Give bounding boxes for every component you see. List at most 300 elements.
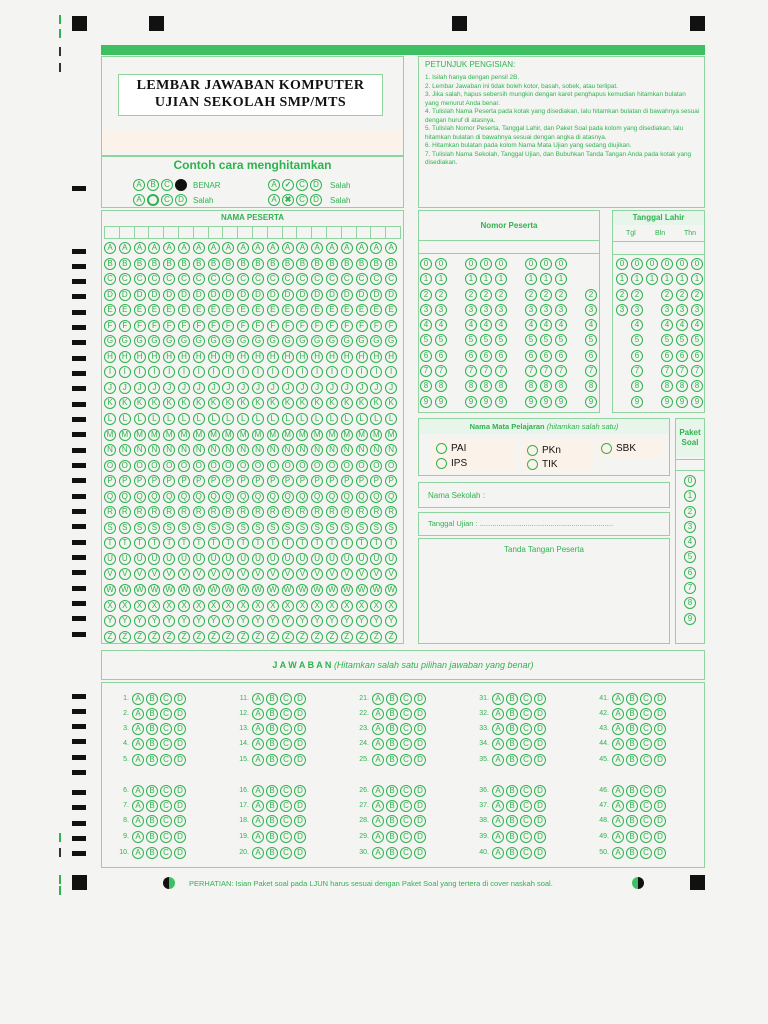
nomor-bubble[interactable]: 7 xyxy=(465,365,477,377)
name-bubble[interactable]: X xyxy=(252,600,264,612)
name-bubble[interactable]: I xyxy=(311,366,323,378)
name-bubble[interactable]: X xyxy=(237,600,249,612)
name-bubble[interactable]: G xyxy=(178,335,190,347)
name-bubble[interactable]: K xyxy=(282,397,294,409)
name-bubble[interactable]: L xyxy=(193,413,205,425)
name-bubble[interactable]: Y xyxy=(178,615,190,627)
name-bubble[interactable]: H xyxy=(252,351,264,363)
name-bubble[interactable]: W xyxy=(119,584,131,596)
name-bubble[interactable]: D xyxy=(134,289,146,301)
name-bubble[interactable]: V xyxy=(104,568,116,580)
name-bubble[interactable]: Y xyxy=(267,615,279,627)
answer-bubble[interactable]: C xyxy=(520,831,532,843)
subject-option-pai[interactable] xyxy=(436,443,466,454)
name-bubble[interactable]: J xyxy=(267,382,279,394)
name-bubble[interactable]: Y xyxy=(252,615,264,627)
nomor-bubble[interactable]: 8 xyxy=(495,380,507,392)
tanggal-bubble[interactable]: 3 xyxy=(631,304,643,316)
name-bubble[interactable]: Q xyxy=(237,491,249,503)
name-bubble[interactable]: R xyxy=(119,506,131,518)
name-bubble[interactable]: V xyxy=(356,568,368,580)
answer-bubble[interactable]: B xyxy=(146,754,158,766)
name-bubble[interactable]: C xyxy=(148,273,160,285)
name-bubble[interactable]: G xyxy=(193,335,205,347)
name-bubble[interactable]: F xyxy=(341,320,353,332)
answer-bubble[interactable]: C xyxy=(160,815,172,827)
name-bubble[interactable]: Y xyxy=(163,615,175,627)
answer-bubble[interactable]: D xyxy=(414,738,426,750)
name-bubble[interactable]: P xyxy=(267,475,279,487)
name-bubble[interactable]: Z xyxy=(385,631,397,643)
name-bubble[interactable]: H xyxy=(311,351,323,363)
name-bubble[interactable]: A xyxy=(119,242,131,254)
name-bubble[interactable]: F xyxy=(385,320,397,332)
name-bubble[interactable]: A xyxy=(148,242,160,254)
tanggal-bubble[interactable]: 0 xyxy=(616,258,628,270)
name-bubble[interactable]: S xyxy=(282,522,294,534)
answer-bubble[interactable]: A xyxy=(132,738,144,750)
nomor-bubble[interactable]: 3 xyxy=(465,304,477,316)
nomor-bubble[interactable]: 4 xyxy=(480,319,492,331)
name-bubble[interactable]: O xyxy=(311,460,323,472)
name-bubble[interactable]: F xyxy=(296,320,308,332)
answer-bubble[interactable]: B xyxy=(506,800,518,812)
name-bubble[interactable]: A xyxy=(237,242,249,254)
name-bubble[interactable]: D xyxy=(326,289,338,301)
answer-bubble[interactable]: C xyxy=(400,723,412,735)
name-bubble[interactable]: Y xyxy=(356,615,368,627)
name-bubble[interactable]: T xyxy=(356,537,368,549)
name-bubble[interactable]: U xyxy=(104,553,116,565)
name-bubble[interactable]: L xyxy=(282,413,294,425)
answer-bubble[interactable]: A xyxy=(492,800,504,812)
answer-bubble[interactable]: C xyxy=(280,723,292,735)
name-bubble[interactable]: L xyxy=(326,413,338,425)
answer-bubble[interactable]: A xyxy=(372,693,384,705)
name-bubble[interactable]: D xyxy=(252,289,264,301)
answer-bubble[interactable]: D xyxy=(294,785,306,797)
nomor-bubble[interactable]: 6 xyxy=(480,350,492,362)
nomor-bubble[interactable]: 7 xyxy=(555,365,567,377)
nomor-bubble[interactable]: 8 xyxy=(525,380,537,392)
nomor-bubble[interactable]: 4 xyxy=(540,319,552,331)
nomor-bubble[interactable]: 3 xyxy=(495,304,507,316)
name-bubble[interactable]: V xyxy=(267,568,279,580)
answer-bubble[interactable]: A xyxy=(492,831,504,843)
name-bubble[interactable]: O xyxy=(163,460,175,472)
name-bubble[interactable]: V xyxy=(163,568,175,580)
name-bubble[interactable]: K xyxy=(296,397,308,409)
name-bubble[interactable]: A xyxy=(193,242,205,254)
name-bubble[interactable]: Q xyxy=(193,491,205,503)
name-bubble[interactable]: R xyxy=(311,506,323,518)
name-bubble[interactable]: P xyxy=(208,475,220,487)
answer-bubble[interactable]: D xyxy=(534,800,546,812)
name-bubble[interactable]: Z xyxy=(267,631,279,643)
name-bubble[interactable]: L xyxy=(296,413,308,425)
name-bubble[interactable]: A xyxy=(356,242,368,254)
name-bubble[interactable]: H xyxy=(370,351,382,363)
tanggal-bubble[interactable]: 4 xyxy=(661,319,673,331)
answer-bubble[interactable]: C xyxy=(280,847,292,859)
paket-bubble[interactable]: 7 xyxy=(684,582,696,594)
name-bubble[interactable]: C xyxy=(134,273,146,285)
nomor-bubble[interactable]: 3 xyxy=(480,304,492,316)
name-bubble[interactable]: J xyxy=(341,382,353,394)
name-bubble[interactable]: G xyxy=(370,335,382,347)
subject-bubble[interactable] xyxy=(436,458,447,469)
name-bubble[interactable]: U xyxy=(119,553,131,565)
name-bubble[interactable]: S xyxy=(222,522,234,534)
name-bubble[interactable]: X xyxy=(356,600,368,612)
tanggal-bubble[interactable]: 1 xyxy=(616,273,628,285)
name-bubble[interactable]: I xyxy=(148,366,160,378)
name-bubble[interactable]: X xyxy=(178,600,190,612)
name-bubble[interactable]: R xyxy=(178,506,190,518)
name-bubble[interactable]: Z xyxy=(341,631,353,643)
name-bubble[interactable]: Q xyxy=(282,491,294,503)
name-bubble[interactable]: M xyxy=(311,429,323,441)
name-bubble[interactable]: B xyxy=(237,258,249,270)
name-bubble[interactable]: Y xyxy=(222,615,234,627)
name-bubble[interactable]: X xyxy=(385,600,397,612)
name-bubble[interactable]: T xyxy=(222,537,234,549)
name-bubble[interactable]: C xyxy=(178,273,190,285)
answer-bubble[interactable]: B xyxy=(626,754,638,766)
name-bubble[interactable]: E xyxy=(326,304,338,316)
name-bubble[interactable]: J xyxy=(134,382,146,394)
answer-bubble[interactable]: A xyxy=(252,738,264,750)
name-bubble[interactable]: B xyxy=(267,258,279,270)
name-bubble[interactable]: M xyxy=(104,429,116,441)
name-bubble[interactable]: I xyxy=(385,366,397,378)
name-bubble[interactable]: J xyxy=(326,382,338,394)
answer-bubble[interactable]: C xyxy=(640,847,652,859)
name-bubble[interactable]: G xyxy=(385,335,397,347)
answer-bubble[interactable]: D xyxy=(174,708,186,720)
name-bubble[interactable]: G xyxy=(208,335,220,347)
answer-bubble[interactable]: C xyxy=(640,693,652,705)
name-bubble[interactable]: U xyxy=(193,553,205,565)
name-bubble[interactable]: Z xyxy=(104,631,116,643)
name-bubble[interactable]: O xyxy=(341,460,353,472)
name-bubble[interactable]: O xyxy=(134,460,146,472)
nomor-bubble[interactable]: 1 xyxy=(465,273,477,285)
answer-bubble[interactable]: C xyxy=(400,754,412,766)
name-bubble[interactable]: I xyxy=(104,366,116,378)
answer-bubble[interactable]: B xyxy=(266,815,278,827)
tanggal-bubble[interactable]: 7 xyxy=(691,365,703,377)
name-bubble[interactable]: Y xyxy=(370,615,382,627)
answer-bubble[interactable]: C xyxy=(280,738,292,750)
answer-bubble[interactable]: B xyxy=(386,754,398,766)
nomor-bubble[interactable]: 5 xyxy=(480,334,492,346)
answer-bubble[interactable]: C xyxy=(280,693,292,705)
name-bubble[interactable]: O xyxy=(237,460,249,472)
name-bubble[interactable]: M xyxy=(222,429,234,441)
name-bubble[interactable]: N xyxy=(237,444,249,456)
name-bubble[interactable]: P xyxy=(148,475,160,487)
name-bubble[interactable]: L xyxy=(134,413,146,425)
name-bubble[interactable]: O xyxy=(356,460,368,472)
answer-bubble[interactable]: A xyxy=(372,815,384,827)
name-bubble[interactable]: H xyxy=(208,351,220,363)
answer-bubble[interactable]: D xyxy=(534,847,546,859)
name-bubble[interactable]: Y xyxy=(119,615,131,627)
name-bubble[interactable]: J xyxy=(119,382,131,394)
name-bubble[interactable]: Y xyxy=(237,615,249,627)
name-bubble[interactable]: E xyxy=(222,304,234,316)
name-bubble[interactable]: B xyxy=(178,258,190,270)
name-bubble[interactable]: N xyxy=(178,444,190,456)
name-bubble[interactable]: H xyxy=(326,351,338,363)
answer-bubble[interactable]: B xyxy=(146,800,158,812)
name-bubble[interactable]: D xyxy=(341,289,353,301)
nomor-bubble[interactable]: 2 xyxy=(495,289,507,301)
name-bubble[interactable]: D xyxy=(370,289,382,301)
nomor-bubble[interactable]: 4 xyxy=(420,319,432,331)
answer-bubble[interactable]: C xyxy=(640,785,652,797)
answer-bubble[interactable]: A xyxy=(132,785,144,797)
name-bubble[interactable]: Q xyxy=(370,491,382,503)
name-bubble[interactable]: O xyxy=(193,460,205,472)
nomor-bubble[interactable]: 6 xyxy=(540,350,552,362)
answer-bubble[interactable]: B xyxy=(386,815,398,827)
name-bubble[interactable]: N xyxy=(134,444,146,456)
name-bubble[interactable]: W xyxy=(193,584,205,596)
name-bubble[interactable]: M xyxy=(237,429,249,441)
name-bubble[interactable]: H xyxy=(148,351,160,363)
nomor-bubble[interactable]: 9 xyxy=(420,396,432,408)
name-bubble[interactable]: J xyxy=(237,382,249,394)
name-bubble[interactable]: R xyxy=(134,506,146,518)
name-bubble[interactable]: K xyxy=(193,397,205,409)
name-bubble[interactable]: G xyxy=(267,335,279,347)
tanggal-bubble[interactable]: 0 xyxy=(631,258,643,270)
answer-bubble[interactable]: B xyxy=(506,738,518,750)
name-bubble[interactable]: M xyxy=(385,429,397,441)
name-bubble[interactable]: U xyxy=(237,553,249,565)
name-bubble[interactable]: V xyxy=(370,568,382,580)
name-bubble[interactable]: R xyxy=(193,506,205,518)
name-bubble[interactable]: Q xyxy=(119,491,131,503)
name-bubble[interactable]: K xyxy=(267,397,279,409)
answer-bubble[interactable]: D xyxy=(654,693,666,705)
name-bubble[interactable]: I xyxy=(267,366,279,378)
answer-bubble[interactable]: D xyxy=(294,693,306,705)
name-bubble[interactable]: L xyxy=(341,413,353,425)
answer-bubble[interactable]: A xyxy=(612,847,624,859)
name-bubble[interactable]: M xyxy=(296,429,308,441)
name-bubble[interactable]: Q xyxy=(356,491,368,503)
answer-bubble[interactable]: C xyxy=(400,785,412,797)
name-bubble[interactable]: C xyxy=(370,273,382,285)
answer-bubble[interactable]: D xyxy=(294,831,306,843)
name-bubble[interactable]: D xyxy=(267,289,279,301)
name-bubble[interactable]: I xyxy=(222,366,234,378)
name-bubble[interactable]: R xyxy=(104,506,116,518)
answer-bubble[interactable]: D xyxy=(174,693,186,705)
name-bubble[interactable]: B xyxy=(252,258,264,270)
name-bubble[interactable]: W xyxy=(104,584,116,596)
name-bubble[interactable]: J xyxy=(163,382,175,394)
name-bubble[interactable]: X xyxy=(341,600,353,612)
name-bubble[interactable]: T xyxy=(193,537,205,549)
answer-bubble[interactable]: D xyxy=(654,738,666,750)
name-bubble[interactable]: A xyxy=(341,242,353,254)
name-bubble[interactable]: M xyxy=(163,429,175,441)
name-bubble[interactable]: D xyxy=(385,289,397,301)
name-bubble[interactable]: R xyxy=(267,506,279,518)
answer-bubble[interactable]: A xyxy=(252,754,264,766)
nomor-bubble[interactable]: 4 xyxy=(585,319,597,331)
answer-bubble[interactable]: C xyxy=(400,815,412,827)
answer-bubble[interactable]: A xyxy=(492,708,504,720)
answer-bubble[interactable]: B xyxy=(626,815,638,827)
answer-bubble[interactable]: B xyxy=(266,754,278,766)
answer-bubble[interactable]: D xyxy=(414,723,426,735)
answer-bubble[interactable]: C xyxy=(160,723,172,735)
answer-bubble[interactable]: B xyxy=(266,847,278,859)
answer-bubble[interactable]: B xyxy=(626,708,638,720)
paket-bubble[interactable]: 1 xyxy=(684,490,696,502)
tanggal-bubble[interactable]: 1 xyxy=(691,273,703,285)
name-bubble[interactable]: E xyxy=(208,304,220,316)
name-bubble[interactable]: N xyxy=(341,444,353,456)
nomor-bubble[interactable]: 1 xyxy=(420,273,432,285)
name-bubble[interactable]: M xyxy=(148,429,160,441)
tanggal-bubble[interactable]: 9 xyxy=(676,396,688,408)
nomor-bubble[interactable]: 2 xyxy=(540,289,552,301)
answer-bubble[interactable]: A xyxy=(252,723,264,735)
name-bubble[interactable]: H xyxy=(163,351,175,363)
name-bubble[interactable]: G xyxy=(282,335,294,347)
tanggal-bubble[interactable]: 0 xyxy=(661,258,673,270)
answer-bubble[interactable]: A xyxy=(612,738,624,750)
name-letter-cell[interactable] xyxy=(179,227,194,239)
name-bubble[interactable]: K xyxy=(222,397,234,409)
tanggal-bubble[interactable]: 3 xyxy=(661,304,673,316)
nomor-bubble[interactable]: 8 xyxy=(420,380,432,392)
answer-bubble[interactable]: B xyxy=(506,708,518,720)
answer-bubble[interactable]: C xyxy=(520,693,532,705)
name-bubble[interactable]: F xyxy=(237,320,249,332)
nomor-bubble[interactable]: 4 xyxy=(465,319,477,331)
subject-bubble[interactable] xyxy=(601,443,612,454)
nomor-bubble[interactable]: 2 xyxy=(435,289,447,301)
name-bubble[interactable]: M xyxy=(134,429,146,441)
name-bubble[interactable]: O xyxy=(267,460,279,472)
name-bubble[interactable]: T xyxy=(326,537,338,549)
name-letter-cell[interactable] xyxy=(194,227,209,239)
name-bubble[interactable]: Q xyxy=(178,491,190,503)
answer-bubble[interactable]: B xyxy=(506,815,518,827)
name-bubble[interactable]: R xyxy=(341,506,353,518)
name-bubble[interactable]: S xyxy=(104,522,116,534)
answer-bubble[interactable]: C xyxy=(520,800,532,812)
name-bubble[interactable]: Q xyxy=(385,491,397,503)
name-bubble[interactable]: X xyxy=(222,600,234,612)
answer-bubble[interactable]: D xyxy=(654,708,666,720)
answer-bubble[interactable]: A xyxy=(492,785,504,797)
subject-option-ips[interactable] xyxy=(436,458,467,469)
answer-bubble[interactable]: B xyxy=(626,800,638,812)
answer-bubble[interactable]: D xyxy=(174,738,186,750)
nomor-bubble[interactable]: 9 xyxy=(525,396,537,408)
name-bubble[interactable]: P xyxy=(341,475,353,487)
answer-bubble[interactable]: B xyxy=(506,723,518,735)
name-bubble[interactable]: X xyxy=(148,600,160,612)
name-bubble[interactable]: C xyxy=(296,273,308,285)
answer-bubble[interactable]: B xyxy=(386,723,398,735)
name-bubble[interactable]: B xyxy=(193,258,205,270)
answer-bubble[interactable]: C xyxy=(400,693,412,705)
name-letter-cell[interactable] xyxy=(342,227,357,239)
name-bubble[interactable]: L xyxy=(370,413,382,425)
answer-bubble[interactable]: C xyxy=(160,785,172,797)
name-letter-cell[interactable] xyxy=(371,227,386,239)
name-bubble[interactable]: B xyxy=(282,258,294,270)
name-bubble[interactable]: X xyxy=(267,600,279,612)
name-bubble[interactable]: K xyxy=(341,397,353,409)
name-bubble[interactable]: K xyxy=(252,397,264,409)
name-bubble[interactable]: V xyxy=(208,568,220,580)
name-bubble[interactable]: D xyxy=(208,289,220,301)
name-bubble[interactable]: U xyxy=(134,553,146,565)
name-bubble[interactable]: V xyxy=(296,568,308,580)
answer-bubble[interactable]: A xyxy=(492,693,504,705)
name-bubble[interactable]: R xyxy=(252,506,264,518)
name-bubble[interactable]: L xyxy=(208,413,220,425)
paket-bubble[interactable]: 6 xyxy=(684,567,696,579)
name-letter-cell[interactable] xyxy=(238,227,253,239)
nomor-bubble[interactable]: 7 xyxy=(435,365,447,377)
name-bubble[interactable]: S xyxy=(356,522,368,534)
name-bubble[interactable]: E xyxy=(119,304,131,316)
name-bubble[interactable]: P xyxy=(282,475,294,487)
nomor-bubble[interactable]: 1 xyxy=(495,273,507,285)
name-bubble[interactable]: T xyxy=(311,537,323,549)
name-bubble[interactable]: P xyxy=(163,475,175,487)
answer-bubble[interactable]: B xyxy=(266,738,278,750)
answer-bubble[interactable]: D xyxy=(414,708,426,720)
answer-bubble[interactable]: D xyxy=(414,693,426,705)
name-bubble[interactable]: H xyxy=(385,351,397,363)
nomor-bubble[interactable]: 2 xyxy=(525,289,537,301)
name-bubble[interactable]: G xyxy=(163,335,175,347)
answer-bubble[interactable]: C xyxy=(280,800,292,812)
answer-bubble[interactable]: A xyxy=(132,815,144,827)
name-bubble[interactable]: K xyxy=(370,397,382,409)
name-bubble[interactable]: K xyxy=(208,397,220,409)
nomor-bubble[interactable]: 5 xyxy=(525,334,537,346)
nomor-bubble[interactable]: 0 xyxy=(555,258,567,270)
name-bubble[interactable]: Z xyxy=(252,631,264,643)
name-bubble[interactable]: O xyxy=(326,460,338,472)
answer-bubble[interactable]: C xyxy=(280,708,292,720)
answer-bubble[interactable]: C xyxy=(400,738,412,750)
name-bubble[interactable]: C xyxy=(163,273,175,285)
name-bubble[interactable]: A xyxy=(311,242,323,254)
name-bubble[interactable]: G xyxy=(326,335,338,347)
name-bubble[interactable]: D xyxy=(178,289,190,301)
answer-bubble[interactable]: A xyxy=(132,723,144,735)
name-bubble[interactable]: C xyxy=(193,273,205,285)
nomor-bubble[interactable]: 3 xyxy=(435,304,447,316)
name-bubble[interactable]: F xyxy=(356,320,368,332)
answer-bubble[interactable]: A xyxy=(252,708,264,720)
nomor-bubble[interactable]: 0 xyxy=(540,258,552,270)
